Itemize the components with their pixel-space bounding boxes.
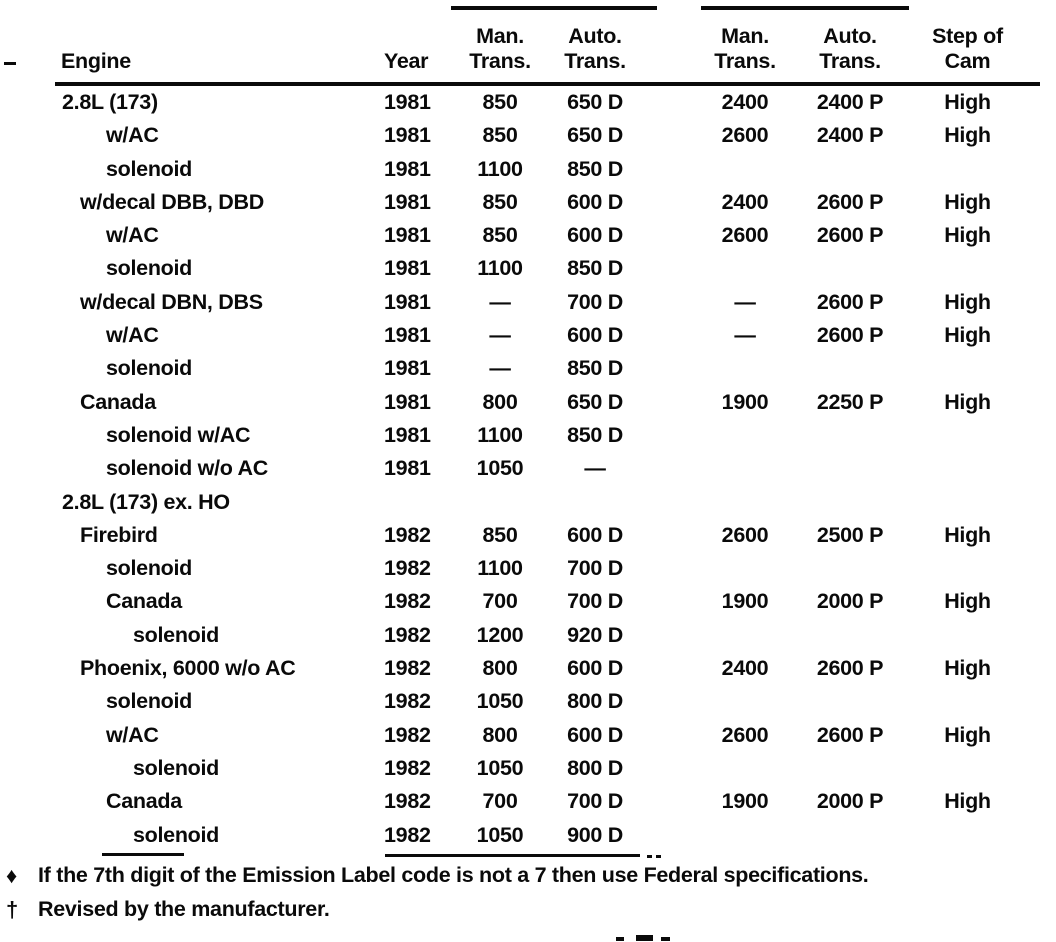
cell-engine: w/decal DBB, DBD: [80, 189, 264, 214]
cell-man1: [455, 486, 545, 519]
cell-man1: 1100: [477, 556, 523, 581]
cell-auto1: 600 D: [567, 223, 623, 248]
cell-man1: 700: [482, 789, 518, 814]
cell-year: 1981: [384, 422, 431, 447]
cell-engine: 2.8L (173): [62, 90, 158, 114]
cell-man1: 800: [482, 722, 518, 747]
cell-auto2: 2600 P: [816, 323, 884, 348]
fragment-mark: [661, 937, 670, 941]
column-header-man-trans-2: [700, 10, 790, 74]
table-row: [55, 452, 1040, 485]
cell-spacer: [645, 785, 700, 818]
table-row: [55, 186, 1040, 219]
table-row: [55, 619, 1040, 652]
cell-spacer: [645, 685, 700, 718]
cell-auto2: [790, 452, 910, 485]
table-row: [55, 652, 1040, 685]
cell-cam: [910, 153, 1025, 186]
cell-man1: 850: [482, 189, 518, 214]
header-line: Trans.: [714, 49, 776, 73]
table-row: [55, 719, 1040, 752]
cell-man1: 1050: [476, 689, 524, 714]
cell-spacer: [645, 386, 700, 419]
table-body: [55, 86, 1040, 852]
table-row: [55, 819, 1040, 852]
cell-year: 1981: [384, 189, 431, 214]
table-row: [55, 585, 1040, 618]
cell-engine: solenoid: [106, 556, 192, 581]
rule-segment: [385, 854, 640, 857]
cell-spacer: [645, 719, 700, 752]
cell-auto1: 850 D: [567, 256, 623, 281]
table-row: [55, 419, 1040, 452]
cell-man2: 2400: [721, 656, 769, 681]
cell-auto1: 600 D: [567, 656, 623, 681]
cell-auto2: 2400 P: [816, 90, 884, 114]
cell-year: 1982: [384, 622, 431, 647]
table-row: [55, 119, 1040, 152]
cell-engine: w/AC: [106, 323, 159, 348]
cell-spacer: [645, 252, 700, 285]
cell-man1: —: [489, 323, 511, 348]
cell-auto1: 600 D: [567, 522, 623, 547]
footnotes: [6, 862, 1050, 930]
cell-cam: [910, 452, 1025, 485]
cell-engine: solenoid: [106, 256, 192, 281]
table-row: [55, 386, 1040, 419]
cell-man2: [700, 685, 790, 718]
cell-man2: 2400: [721, 189, 769, 214]
cell-cam: High: [944, 722, 991, 747]
margin-dash-mark: [4, 62, 16, 65]
cell-man1: 1050: [476, 456, 524, 481]
cell-cam: High: [944, 522, 991, 547]
header-line: Auto.: [823, 24, 877, 48]
table-row: [55, 685, 1040, 718]
table-row: [55, 319, 1040, 352]
diamond-icon: ♦: [6, 863, 17, 888]
cell-auto1: —: [584, 456, 606, 481]
cell-engine: w/decal DBN, DBS: [80, 289, 263, 314]
cell-auto1: 850 D: [567, 422, 623, 447]
cell-spacer: [645, 286, 700, 319]
cell-spacer: [645, 619, 700, 652]
cell-man1: 700: [482, 589, 518, 614]
rule-dot: [656, 855, 661, 858]
header-line: Man.: [476, 24, 524, 48]
cell-auto1: 700 D: [567, 556, 623, 581]
cell-year: 1981: [384, 289, 431, 314]
cell-auto1: 600 D: [567, 189, 623, 214]
cell-auto2: [790, 685, 910, 718]
cell-year: 1982: [384, 589, 431, 614]
cell-engine: Phoenix, 6000 w/o AC: [80, 656, 296, 681]
cell-spacer: [645, 153, 700, 186]
cell-auto2: 2000 P: [816, 589, 884, 614]
header-line: Auto.: [568, 24, 622, 48]
footnote-emission-label: [6, 862, 1050, 889]
cell-man2: 2600: [721, 123, 769, 148]
cell-man1: 1200: [476, 622, 524, 647]
cell-year: 1982: [384, 822, 431, 847]
cell-year: 1982: [384, 722, 431, 747]
table-row: [55, 519, 1040, 552]
cell-man2: [700, 252, 790, 285]
cell-engine: solenoid: [106, 689, 192, 714]
column-header-year: Year: [384, 49, 429, 73]
cell-auto2: 2600 P: [816, 656, 884, 681]
table-row: [55, 219, 1040, 252]
cell-engine: solenoid: [133, 622, 219, 647]
cell-auto1: 850 D: [567, 156, 623, 181]
cell-spacer: [645, 452, 700, 485]
table-header: [55, 0, 1040, 86]
cell-cam: [910, 352, 1025, 385]
header-line: Trans.: [819, 49, 881, 73]
cell-engine: Canada: [80, 389, 156, 414]
cell-man2: 2400: [721, 90, 769, 114]
rule-dot: [647, 855, 652, 858]
cell-engine: solenoid: [133, 755, 219, 780]
cell-cam: [910, 685, 1025, 718]
cell-year: 1981: [384, 323, 431, 348]
table-row: [55, 552, 1040, 585]
cell-engine: w/AC: [106, 722, 159, 747]
fragment-mark: [636, 935, 653, 941]
cell-spacer: [645, 652, 700, 685]
cell-cam: [910, 419, 1025, 452]
cell-cam: High: [944, 323, 991, 348]
cell-spacer: [645, 219, 700, 252]
cell-man2: [700, 819, 790, 852]
dagger-icon: †: [6, 897, 18, 922]
cell-auto1: 850 D: [567, 356, 623, 381]
column-header-auto-trans-1: [545, 10, 645, 74]
cell-auto1: 650 D: [567, 389, 623, 414]
cell-auto2: [790, 819, 910, 852]
column-header-man-trans-1: [455, 10, 545, 74]
cell-man2: 2600: [721, 522, 769, 547]
table-row: [55, 86, 1040, 119]
cell-man1: 800: [482, 656, 518, 681]
cell-auto1: 800 D: [567, 689, 623, 714]
cell-man2: [700, 486, 790, 519]
cell-man1: 1100: [477, 256, 523, 281]
table-row: [55, 486, 1040, 519]
column-header-auto-trans-2: [790, 10, 910, 74]
cell-auto2: [790, 252, 910, 285]
cell-engine: solenoid: [133, 822, 219, 847]
cell-engine: solenoid w/o AC: [106, 456, 268, 481]
cell-spacer: [645, 119, 700, 152]
cell-year: 1981: [384, 456, 431, 481]
cell-auto2: 2500 P: [816, 522, 884, 547]
cell-spacer: [645, 86, 700, 119]
cell-man1: 850: [482, 223, 518, 248]
table-bottom-rule: [55, 852, 1040, 858]
cell-man2: [700, 452, 790, 485]
cell-engine: 2.8L (173) ex. HO: [62, 489, 230, 514]
cell-spacer: [645, 352, 700, 385]
cell-auto2: 2600 P: [816, 223, 884, 248]
cell-man1: 1050: [476, 822, 524, 847]
cell-man1: 1050: [476, 755, 524, 780]
fragment-mark: [616, 937, 624, 941]
cell-spacer: [645, 186, 700, 219]
cell-man1: —: [489, 289, 511, 314]
cell-spacer: [645, 552, 700, 585]
cell-cam: [910, 552, 1025, 585]
cell-man2: [700, 752, 790, 785]
cell-auto1: 900 D: [567, 822, 623, 847]
cell-auto1: 700 D: [567, 589, 623, 614]
cell-man1: 1100: [477, 422, 523, 447]
cell-man2: 1900: [721, 589, 769, 614]
cell-auto2: 2400 P: [816, 123, 884, 148]
cell-man2: 1900: [721, 789, 769, 814]
cell-cam: [910, 752, 1025, 785]
cell-auto1: 600 D: [567, 323, 623, 348]
header-line: Cam: [944, 49, 991, 73]
cell-year: 1982: [384, 522, 431, 547]
cell-engine: solenoid: [106, 356, 192, 381]
column-group-rule-1: [451, 6, 657, 10]
cell-cam: High: [944, 189, 991, 214]
cell-engine: solenoid: [106, 156, 192, 181]
column-group-rule-2: [701, 6, 909, 10]
cell-year: [380, 486, 455, 519]
cell-auto2: [790, 552, 910, 585]
cell-man2: [700, 419, 790, 452]
cell-man1: —: [489, 356, 511, 381]
cell-auto2: [790, 352, 910, 385]
cell-year: 1981: [384, 356, 431, 381]
table-row: [55, 785, 1040, 818]
cell-year: 1981: [384, 256, 431, 281]
header-line: Man.: [721, 24, 769, 48]
cell-auto2: [790, 153, 910, 186]
cell-man1: 1100: [477, 156, 523, 181]
rule-segment: [102, 853, 184, 856]
cell-auto2: [790, 486, 910, 519]
cell-auto2: [790, 752, 910, 785]
cell-engine: Firebird: [80, 522, 158, 547]
header-line: Trans.: [564, 49, 626, 73]
cell-spacer: [645, 585, 700, 618]
table-row: [55, 286, 1040, 319]
cell-man2: 2600: [721, 722, 769, 747]
engine-spec-table: [55, 0, 1040, 858]
cell-cam: [910, 486, 1025, 519]
cell-cam: High: [944, 123, 991, 148]
header-line: Step of: [932, 24, 1003, 48]
cell-auto1: 650 D: [567, 90, 623, 114]
table-row: [55, 752, 1040, 785]
cell-man1: 850: [482, 123, 518, 148]
cell-man1: 850: [482, 522, 518, 547]
cell-engine: Canada: [106, 589, 182, 614]
cell-auto2: 2250 P: [816, 389, 884, 414]
cell-year: 1981: [384, 156, 431, 181]
cell-man2: 2600: [721, 223, 769, 248]
cell-auto1: 650 D: [567, 123, 623, 148]
cell-engine: w/AC: [106, 223, 159, 248]
cell-cam: [910, 619, 1025, 652]
cell-year: 1981: [384, 223, 431, 248]
cell-cam: High: [944, 389, 991, 414]
cell-spacer: [645, 419, 700, 452]
cell-man2: —: [734, 289, 756, 314]
cell-spacer: [645, 519, 700, 552]
cell-auto1: 800 D: [567, 755, 623, 780]
cell-man2: [700, 352, 790, 385]
cell-cam: High: [944, 589, 991, 614]
cell-year: 1981: [384, 389, 431, 414]
cell-cam: High: [944, 789, 991, 814]
cell-cam: [910, 819, 1025, 852]
cell-man1: 800: [482, 389, 518, 414]
cell-cam: High: [944, 90, 991, 114]
cell-year: 1982: [384, 789, 431, 814]
cell-spacer: [645, 486, 700, 519]
cell-auto2: 2000 P: [816, 789, 884, 814]
cell-year: 1981: [384, 123, 431, 148]
cell-man2: 1900: [721, 389, 769, 414]
cell-cam: [910, 252, 1025, 285]
footnote-text: Revised by the manufacturer.: [38, 897, 330, 921]
cell-auto1: 700 D: [567, 289, 623, 314]
cell-year: 1982: [384, 755, 431, 780]
table-row: [55, 352, 1040, 385]
cell-man2: [700, 153, 790, 186]
cell-man2: —: [734, 323, 756, 348]
cell-man1: 850: [482, 90, 518, 114]
cell-engine: w/AC: [106, 123, 159, 148]
cell-year: 1982: [384, 656, 431, 681]
cell-spacer: [645, 319, 700, 352]
cell-man2: [700, 552, 790, 585]
cell-cam: High: [944, 656, 991, 681]
header-line: Trans.: [469, 49, 531, 73]
cell-auto1: 700 D: [567, 789, 623, 814]
cell-year: 1981: [384, 90, 431, 114]
cell-auto2: 2600 P: [816, 722, 884, 747]
cell-auto1: 920 D: [567, 622, 623, 647]
cell-engine: Canada: [106, 789, 182, 814]
table-row: [55, 252, 1040, 285]
cell-auto2: 2600 P: [816, 289, 884, 314]
footnote-revised: [6, 896, 1050, 923]
column-header-engine: Engine: [61, 49, 131, 73]
table-row: [55, 153, 1040, 186]
cell-auto1: [545, 486, 645, 519]
cell-auto2: [790, 619, 910, 652]
cell-auto1: 600 D: [567, 722, 623, 747]
cell-spacer: [645, 752, 700, 785]
cell-cam: High: [944, 289, 991, 314]
cell-engine: solenoid w/AC: [106, 422, 251, 447]
cell-cam: High: [944, 223, 991, 248]
cell-year: 1982: [384, 556, 431, 581]
cell-auto2: [790, 419, 910, 452]
column-header-step-of-cam: [910, 10, 1025, 74]
cell-auto2: 2600 P: [816, 189, 884, 214]
cell-year: 1982: [384, 689, 431, 714]
footnote-text: If the 7th digit of the Emission Label code is not a 7 then use Federal specifications.: [38, 863, 869, 887]
cell-spacer: [645, 819, 700, 852]
cell-man2: [700, 619, 790, 652]
